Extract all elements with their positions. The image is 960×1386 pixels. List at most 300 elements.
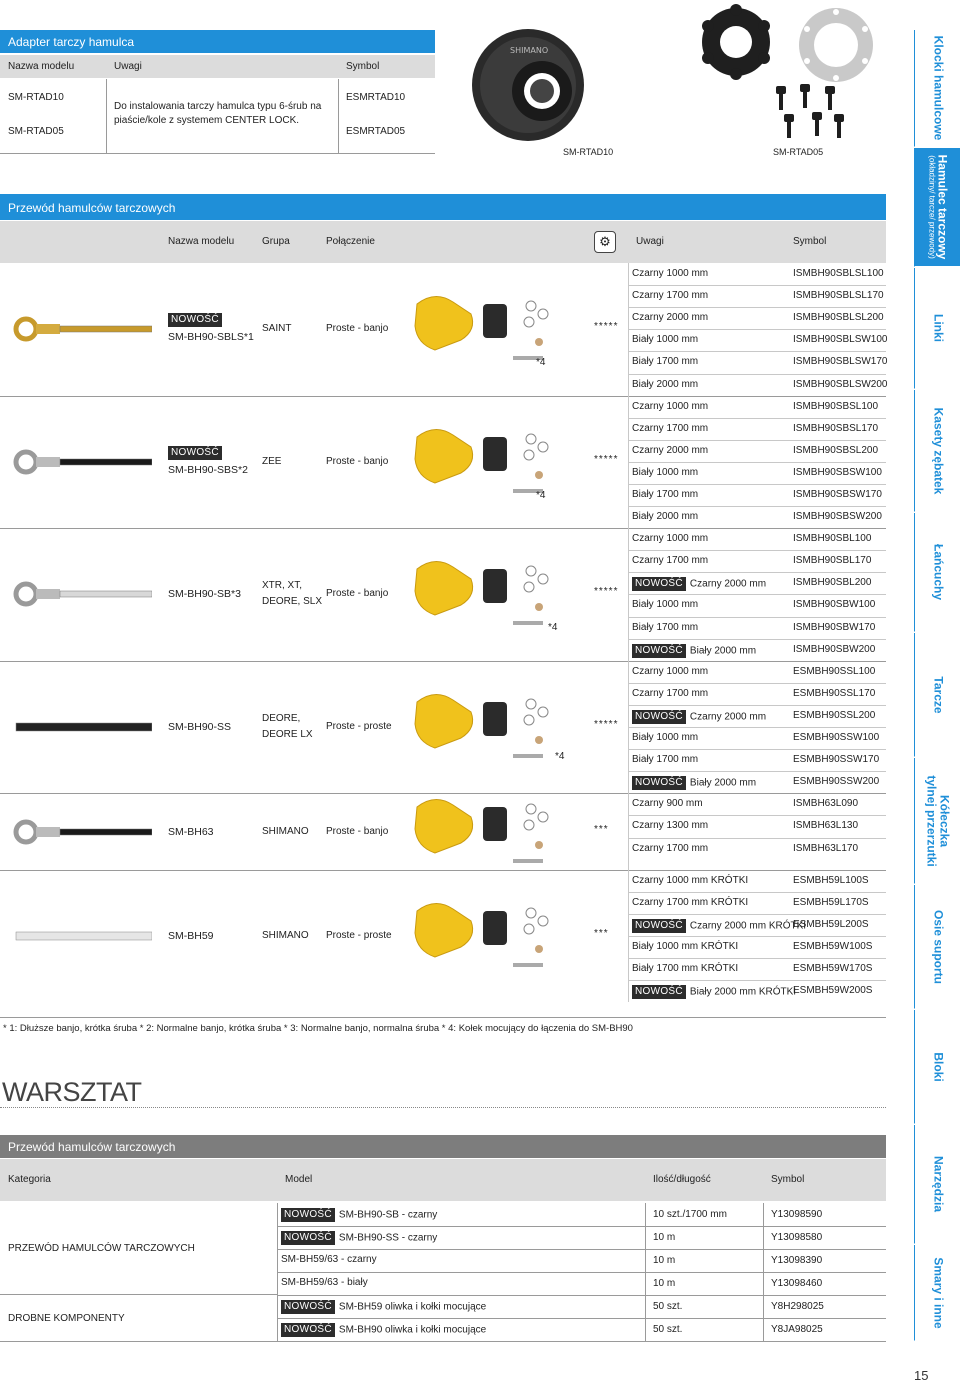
variant-note [632,875,748,887]
side-tab-label [932,36,945,141]
variant-symbol: ESMBH90SSL100 [793,665,876,677]
col-sep [645,1203,646,1341]
hose-connection: Proste - banjo [326,825,389,837]
variant-note [632,798,703,810]
variant-text: Biały 2000 mm [689,645,757,657]
variant-symbol: ISMBH90SBW100 [793,599,876,611]
workshop-model-text: SM-BH59/63 - czarny [281,1254,377,1265]
variant-symbol: ISMBH90SBW200 [793,643,876,655]
group-divider [0,528,886,529]
row-line [277,1272,886,1273]
new-badge: NOWOŚĆ [632,577,686,591]
workshop-symbol: Y13098590 [771,1209,823,1220]
page-number: 15 [914,1368,929,1383]
new-badge: NOWOŚĆ [281,1300,335,1314]
variant-symbol: ESMBH90SSW200 [793,776,880,788]
variant-note [632,622,698,634]
workshop-symbol: Y13098460 [771,1278,823,1289]
hoses-col-connection: Połączenie [326,236,375,247]
hose-model: SM-BH90-SS [168,721,232,734]
row-line [628,374,886,375]
side-tab-text: Smary i inne [931,1256,946,1329]
side-tab-label [932,314,945,342]
variant-symbol: ISMBH90SBLSW200 [793,378,888,390]
variant-text: Biały 2000 mm [689,777,757,789]
rtad10-label: SM-RTAD10 [563,147,614,157]
variant-text: Czarny 1000 mm [632,665,709,677]
side-tab-label [932,909,945,983]
variant-text: Czarny 1700 mm [632,555,709,567]
variant-text: Czarny 1700 mm [632,422,709,434]
variant-symbol: ISMBH90SBL170 [793,555,872,567]
variant-text: Biały 1700 mm [632,356,699,368]
variant-note [632,754,698,766]
hose-group [0,396,886,529]
hoses-title-bar [0,194,886,220]
parts-image [405,417,580,507]
variant-text: Czarny 2000 mm KRÓTKI [689,920,807,932]
side-tab-label [932,1257,945,1328]
variant-note [632,820,708,832]
hoses-col-group: Grupa [262,236,290,247]
side-tab-text: Narzędzia [931,1155,946,1213]
row-line [628,617,886,618]
hose-group-name-2: DEORE, SLX [262,596,323,608]
row-line [628,980,886,981]
side-tab-8[interactable] [914,885,960,1009]
adapter-col-model: Nazwa modelu [8,61,75,72]
variant-text: Czarny 900 mm [632,798,703,810]
row-line [628,307,886,308]
workshop-model-text: SM-BH90-SB - czarny [338,1209,438,1221]
variant-note [632,732,698,744]
side-tab-3[interactable] [914,268,960,389]
row-line [628,594,886,595]
side-tab-label [925,775,950,866]
variant-text: Czarny 2000 mm [632,312,709,324]
row-line [628,815,886,816]
variant-note [632,312,708,324]
hose-model: SM-BH90-SBLS*1 [168,331,254,344]
workshop-col-qty: Ilość/długość [653,1174,711,1185]
adapter-note-2: piaście/kole z systemem CENTER LOCK. [114,115,300,126]
row-line [628,749,886,750]
adapter-title-bar [0,30,435,53]
adapter-col-notes: Uwagi [114,61,142,72]
variant-note [632,401,708,413]
side-tab-text: Osie suportu [931,909,946,984]
rtad05-spacer-image [795,4,877,86]
hose-image [12,309,152,349]
variant-note [632,985,796,999]
variant-note [632,489,698,501]
hose-model: SM-BH90-SBS*2 [168,463,248,476]
variant-text: Czarny 1700 mm KRÓTKI [632,896,749,908]
variant-note [632,356,698,368]
hose-model: SM-BH59 [168,929,214,942]
row-line [628,550,886,551]
variant-symbol: ISMBH90SBSL170 [793,422,879,434]
hose-connection: Proste - proste [326,929,392,941]
variant-note [632,897,748,909]
variant-text: Biały 1700 mm [632,754,699,766]
col-sep [628,793,629,869]
new-badge: NOWOŚĆ [168,446,222,460]
workshop-model [281,1300,486,1314]
variant-symbol: ISMBH90SBSL100 [793,400,879,412]
side-tab-label [932,676,945,713]
variant-text: Czarny 1000 mm KRÓTKI [632,874,749,886]
variant-note [632,843,708,855]
workshop-symbol: Y13098580 [771,1232,823,1243]
variant-text: Czarny 1000 mm [632,268,709,279]
workshop-model-text: SM-BH90-SS - czarny [338,1232,438,1244]
group-divider [0,661,886,662]
pin-note: *4 [536,489,546,501]
variant-text: Czarny 2000 mm [632,444,709,456]
rating-stars: ***** [594,453,619,465]
side-tab-text: Hamulec tarczowy [935,154,950,260]
variant-text: Biały 1000 mm [632,466,699,478]
variant-note [632,555,708,567]
row-line [628,727,886,728]
side-tab-text: Linki [931,313,946,343]
hose-group [0,793,886,869]
variant-note [632,445,708,457]
side-tab-text: Klocki hamulcowe [931,35,946,141]
variant-text: Czarny 1300 mm [632,820,709,832]
hoses-col-model: Nazwa modelu [168,236,235,247]
new-badge: NOWOŚĆ [281,1323,335,1337]
hoses-col-symbol: Symbol [793,236,827,247]
variant-symbol: ISMBH90SBL100 [793,533,872,545]
variant-symbol: ISMBH90SBLSL200 [793,312,884,324]
side-tab-11[interactable] [914,1245,960,1341]
adapter-col-symbol: Symbol [346,61,380,72]
row-line [628,914,886,915]
variant-text: Czarny 2000 mm [689,579,767,591]
variant-symbol: ISMBH90SBLSL100 [793,268,884,279]
hoses-header-row [0,221,886,263]
variant-text: Czarny 1700 mm [632,687,709,699]
row-line [277,1249,886,1250]
new-badge: NOWOŚĆ [281,1208,335,1222]
variant-symbol: ISMBH90SBLSW100 [793,334,888,346]
wrench-icon: ⚙ [594,231,616,253]
workshop-model [281,1254,377,1266]
variant-note [632,423,708,435]
workshop-qty: 10 m [653,1255,676,1266]
hoses-body [0,263,886,1018]
side-tab-text: Kółeczka [937,794,952,847]
hose-connection: Proste - proste [326,721,392,733]
adapter-symbol-2: ESMRTAD05 [346,126,406,137]
row-line [628,440,886,441]
workshop-qty: 10 m [653,1232,676,1243]
row-line [277,1318,886,1319]
side-tab-4[interactable] [914,390,960,512]
adapter-body [0,79,435,154]
row-line [628,838,886,839]
side-tab-text: Łańcuchy [931,543,946,601]
row-line [628,771,886,772]
hose-connection: Proste - banjo [326,323,389,335]
variant-note [632,268,708,280]
parts-image [405,891,580,981]
side-tab-2[interactable] [914,148,960,267]
variant-symbol: ISMBH90SBW170 [793,621,876,633]
side-tab-6[interactable] [914,633,960,757]
variant-symbol: ESMBH59W200S [793,985,873,997]
footnote: * 1: Dłuższe banjo, krótka śruba * 2: Normalne banjo, krótka śruba * 3: Normalne banjo, normalna śruba * 4: Kołek mocujący do łączenia do SM-BH90 [3,1023,633,1034]
row-line [628,329,886,330]
row-line [628,351,886,352]
hose-image [12,707,152,747]
rating-stars: ***** [594,586,619,598]
side-tabs [914,30,960,1340]
workshop-col-category: Kategoria [8,1174,51,1185]
workshop-header-row [0,1159,886,1201]
variant-symbol: ESMBH90SSL200 [793,709,876,721]
pin-note: *4 [536,357,546,369]
row-line [628,958,886,959]
col-sep [277,1203,278,1341]
variant-note [632,577,766,591]
hose-group-name: SHIMANO [262,825,309,837]
variant-note [632,710,766,724]
variant-text: Czarny 1700 mm [632,290,709,302]
new-badge: NOWOŚĆ [632,776,686,790]
variant-note [632,599,698,611]
hose-model: SM-BH90-SB*3 [168,588,241,601]
hose-group-name: XTR, XT, [262,580,303,592]
workshop-col-model: Model [285,1174,313,1185]
new-badge: NOWOŚĆ [632,919,686,933]
row-line [628,418,886,419]
rtad10-image [468,25,588,145]
hoses-title: Przewód hamulców tarczowych [8,201,176,215]
variant-note [632,941,738,953]
new-badge: NOWOŚĆ [632,985,686,999]
variant-symbol: ISMBH90SBSL200 [793,444,879,456]
adapter-header-row [0,55,435,78]
variant-symbol: ESMBH90SSL170 [793,687,876,699]
hose-group [0,661,886,794]
row-line [628,572,886,573]
hose-image [12,574,152,614]
parts-image [405,787,580,877]
workshop-qty: 50 szt. [653,1301,683,1312]
variant-text: Biały 1000 mm [632,334,699,346]
hose-connection: Proste - banjo [326,455,389,467]
workshop-model [281,1208,437,1222]
rating-stars: ***** [594,719,619,731]
adapter-symbol-1: ESMRTAD10 [346,92,406,103]
side-tab-label [932,407,945,494]
variant-symbol: ISMBH90SBSW200 [793,511,882,523]
workshop-model [281,1323,486,1337]
variant-note [632,290,708,302]
side-tab-label [932,544,945,600]
variant-note [632,467,698,479]
variant-symbol: ESMBH59L100S [793,874,869,886]
new-badge: NOWOŚĆ [632,644,686,658]
variant-text: Czarny 1700 mm [632,842,709,854]
side-tab-label [932,1052,945,1081]
hose-group-name: ZEE [262,455,282,467]
rating-stars: ***** [594,321,619,333]
workshop-body [0,1203,886,1342]
adapter-note-1: Do instalowania tarczy hamulca typu 6-śrub na [114,101,322,112]
row-line [628,683,886,684]
variant-text: Biały 2000 mm [632,378,699,390]
side-tab-text: Bloki [931,1051,946,1082]
row-line [628,506,886,507]
rating-stars: *** [594,823,609,835]
variant-text: Biały 1700 mm [632,621,699,633]
workshop-category-2: DROBNE KOMPONENTY [8,1313,125,1324]
side-tab-1[interactable] [914,30,960,147]
variant-note [632,533,708,545]
variant-symbol: ISMBH63L130 [793,820,859,832]
rating-stars: *** [594,927,609,939]
workshop-category-1: PRZEWÓD HAMULCÓW TARCZOWYCH [8,1243,195,1254]
variant-symbol: ESMBH59L200S [793,918,869,930]
side-tab-label [932,1156,945,1212]
workshop-symbol: Y8JA98025 [771,1324,823,1335]
workshop-title: Przewód hamulców tarczowych [8,1140,176,1154]
workshop-model [281,1231,437,1245]
variant-note [632,644,756,658]
side-tab-10[interactable] [914,1125,960,1244]
adapter-model-1: SM-RTAD10 [8,92,64,103]
variant-symbol: ISMBH90SBSW170 [793,488,882,500]
new-badge: NOWOŚĆ [168,313,222,327]
workshop-model-text: SM-BH90 oliwka i kołki mocujące [338,1324,487,1336]
variant-text: Biały 1000 mm [632,732,699,744]
variant-text: Biały 2000 mm KRÓTKI [689,986,797,998]
variant-symbol: ESMBH90SSW100 [793,732,880,744]
hose-group-name: SAINT [262,323,292,335]
hose-image [12,812,152,852]
side-tab-text: Tarcze [931,675,946,714]
workshop-symbol: Y8H298025 [771,1301,824,1312]
new-badge: NOWOŚĆ [632,710,686,724]
parts-image [405,284,580,374]
variant-symbol: ISMBH63L090 [793,798,859,810]
row-line [277,1295,886,1296]
row-line [628,639,886,640]
hose-group [0,263,886,396]
hose-group [0,870,886,1003]
svg-text:SHIMANO: SHIMANO [510,46,549,55]
workshop-model [281,1277,368,1289]
workshop-qty: 10 m [653,1278,676,1289]
rtad05-bolts-image [770,82,850,142]
side-tab-7[interactable] [914,758,960,884]
workshop-col-symbol: Symbol [771,1174,805,1185]
variant-text: Biały 1700 mm KRÓTKI [632,963,739,975]
rtad05-label: SM-RTAD05 [773,147,824,157]
variant-symbol: ISMBH90SBL200 [793,577,872,589]
group-divider [0,396,886,397]
variant-symbol: ISMBH90SBLSW170 [793,356,888,368]
side-tab-5[interactable] [914,513,960,632]
variant-text: Biały 1700 mm [632,488,699,500]
workshop-qty: 50 szt. [653,1324,683,1335]
variant-text: Czarny 1000 mm [632,533,709,545]
hose-group-name: SHIMANO [262,929,309,941]
hose-group-name-2: DEORE LX [262,729,313,741]
row-line [277,1226,886,1227]
rtad05-lockring-image [698,4,774,80]
row-line [628,936,886,937]
new-badge: NOWOŚĆ [281,1231,335,1245]
variant-note [632,776,756,790]
parts-image [405,682,580,772]
variant-symbol: ESMBH59W170S [793,963,873,975]
adapter-title: Adapter tarczy hamulca [8,35,135,49]
row-line [628,484,886,485]
workshop-model-text: SM-BH59 oliwka i kołki mocujące [338,1301,487,1313]
variant-note [632,919,806,933]
workshop-model-text: SM-BH59/63 - biały [281,1277,368,1288]
variant-note [632,379,698,391]
variant-text: Biały 1000 mm [632,599,699,611]
variant-symbol: ESMBH59L170S [793,896,869,908]
hoses-col-notes: Uwagi [636,236,664,247]
side-tab-text: Kasety zębatek [931,407,946,494]
variant-text: Czarny 1000 mm [632,400,709,412]
variant-note [632,688,708,700]
side-tab-sub: (okładziny/ tarcze/ przewody) [927,155,937,259]
workshop-qty: 10 szt./1700 mm [653,1209,727,1220]
hose-image [12,916,152,956]
variant-text: Biały 2000 mm [632,511,699,523]
col-sep [763,1203,764,1341]
hose-group-name: DEORE, [262,713,301,725]
workshop-heading: WARSZTAT [2,1077,142,1107]
variant-note [632,963,738,975]
hose-group [0,528,886,661]
variant-note [632,666,708,678]
workshop-symbol: Y13098390 [771,1255,823,1266]
variant-symbol: ISMBH90SBLSL170 [793,290,884,302]
variant-text: Czarny 2000 mm [689,711,767,723]
variant-symbol: ISMBH63L170 [793,842,859,854]
row-line [628,462,886,463]
row-line [628,285,886,286]
variant-symbol: ESMBH90SSW170 [793,754,880,766]
variant-symbol: ISMBH90SBSW100 [793,466,882,478]
workshop-title-bar [0,1135,886,1158]
hose-model: SM-BH63 [168,825,214,838]
adapter-model-2: SM-RTAD05 [8,126,64,137]
group-divider [0,870,886,871]
side-tab-label [928,155,949,260]
side-tab-sub: tylnej przerzutki [925,774,939,867]
variant-note [632,511,698,523]
hose-image [12,442,152,482]
side-tab-9[interactable] [914,1010,960,1124]
row-line [628,705,886,706]
variant-symbol: ESMBH59W100S [793,940,873,952]
pin-note: *4 [555,751,565,763]
pin-note: *4 [548,622,558,634]
variant-note [632,334,698,346]
row-line [628,892,886,893]
hose-connection: Proste - banjo [326,588,389,600]
